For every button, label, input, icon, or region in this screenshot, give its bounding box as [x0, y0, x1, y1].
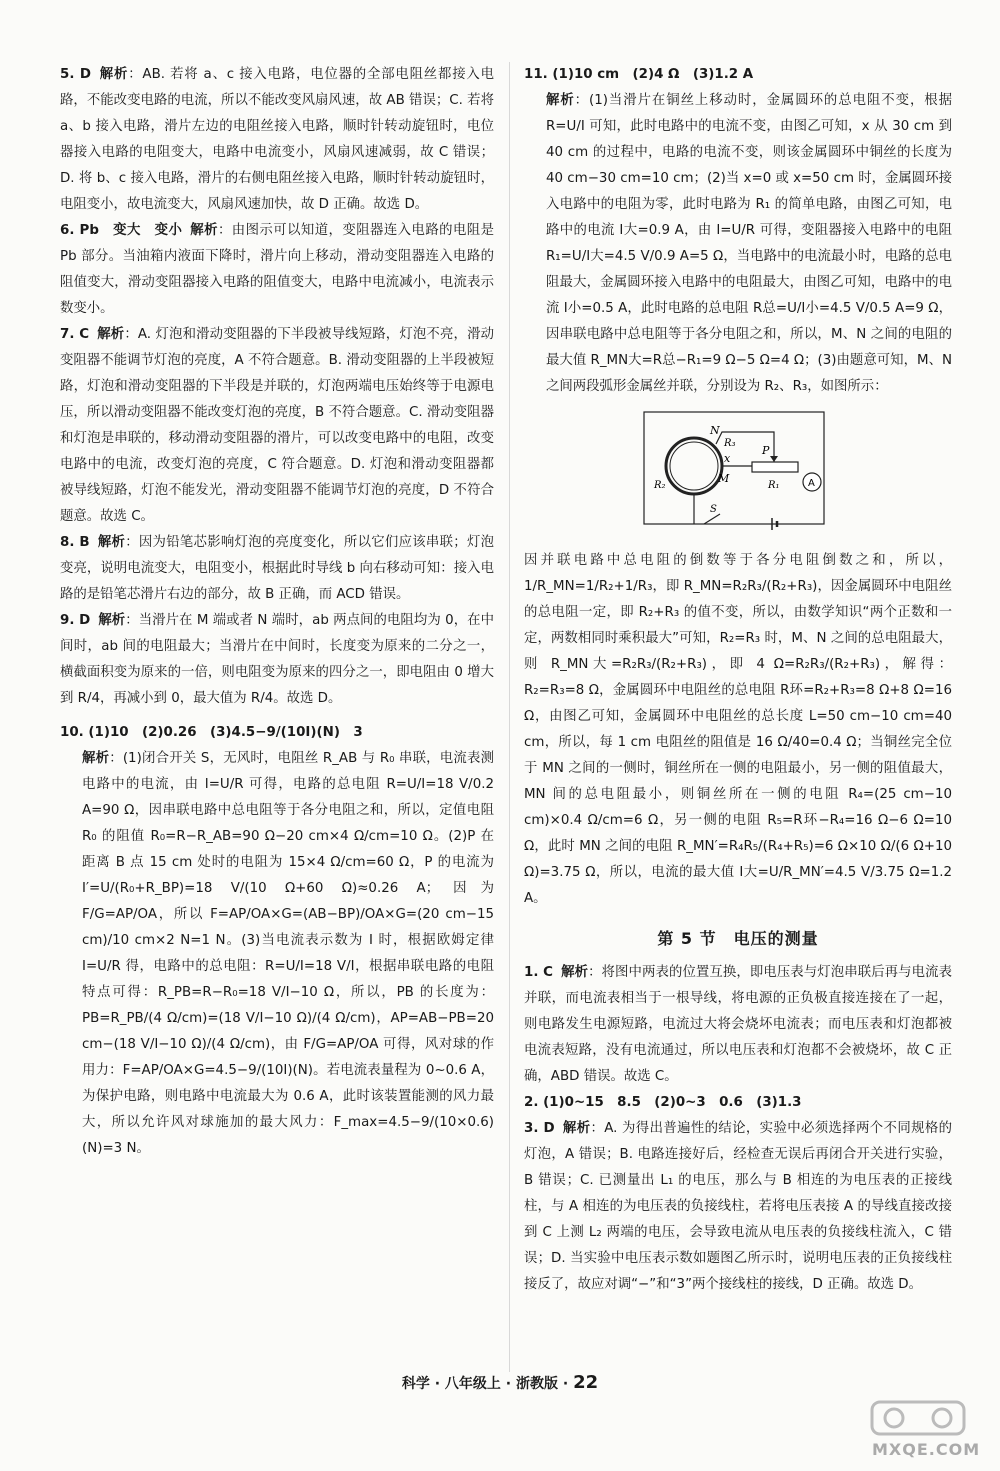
answer-11-analysis: 解析：(1)当滑片在铜丝上移动时，金属圆环的总电阻不变，根据 R=U/I 可知，此时电路中的电流不变，由图乙可知，x 从 30 cm 到 40 cm 的过程中，电路的电流不变，则该金属圆环中铜丝的长度为 40 cm−30 cm=10 cm；(2)当 x=0 或 x=50 cm 时，金属圆环接入电路中的电阻为零，此时电路为 R₁ 的简单电路，由图乙可知，电路中的电流 I大=0.9 A，由 I=U/R 可得，变阻器接入电路中的电阻 R₁=U/I大=4.5 V/0.9 A=5 Ω，当电路中的电流最小时，电路的总电阻最大，金属圆环接入电路中的电阻最大，由图乙可知，电路中的电流 I小=0.5 A，此时电路的总电阻 R总=U/I小=4.5 V/0.5 A=9 Ω，因串联电路中总电阻等于各分电阻之和，所以，M、N 之间的电阻的最大值 R_MN大=R总−R₁=9 Ω−5 Ω=4 Ω；(3)由题意可知，M、N 之间两段弧形金属丝并联，分别设为 R₂、R₃，如图所示：: [546, 93, 953, 394]
label-n: N: [710, 424, 720, 437]
section-title: 第 5 节 电压的测量: [657, 929, 819, 948]
answer-11: 11. (1)10 cm (2)4 Ω (3)1.2 A: [524, 67, 754, 82]
answer-9: 9. D 解析：当滑片在 M 端或者 N 端时，ab 两点间的电阻均为 0，在中间时，ab 间的电阻最大；当滑片在中间时，长度变为原来的二分之一，横截面积变为原来的一倍，则电阻变为原来的四分之一，即电阻由 0 增大到 R/4，再减小到 0，最大值为 R/4。故选 D。: [60, 613, 494, 706]
answer-s2: 2. (1)0~15 8.5 (2)0~3 0.6 (3)1.3: [524, 1095, 802, 1110]
answer-5: 5. D 解析：AB. 若将 a、c 接入电路，电位器的全部电阻丝都接入电路，不能改变电路的电流，所以不能改变风扇风速，故 AB 错误；C. 若将 a、b 接入电路，滑片左边的电阻丝接入电路，顺时针转动旋钮时，电位器接入电路的电阻变大，电路中电流变小，风扇风速减弱，故 C 错误；D. 将 b、c 接入电路，滑片的右侧电阻丝接入电路，顺时针转动旋钮时，电阻变小，故电流变大，风扇风速加快，故 D 正确。故选 D。: [60, 67, 494, 212]
circuit-diagram: [634, 404, 952, 544]
label-r3: R₃: [724, 438, 736, 449]
answer-8: 8. B 解析：因为铅笔芯影响灯泡的亮度变化，所以它们应该串联；灯泡变亮，说明电流变大，电阻变小，根据此时导线 b 向右移动可知：接入电路的是铅笔芯滑片右边的部分，故 B 正确，而 ACD 错误。: [60, 535, 495, 602]
answer-6: 6. Pb 变大 变小 解析：由图示可以知道，变阻器连入电路的电阻是 Pb 部分。当油箱内液面下降时，滑片向上移动，滑动变阻器连入电路的阻值变大，滑动变阻器接入电路的阻值变大，电路中电流减小，电流表示数变小。: [60, 223, 495, 316]
label-a: A: [808, 478, 815, 489]
label-m: M: [718, 472, 730, 485]
answer-s3: 3. D 解析：A. 为得出普遍性的结论，实验中必须选择两个不同规格的灯泡，A 错误；B. 电路连接好后，经检查无误后再闭合开关进行实验，B 错误；C. 已测量出 L₁ 的电压，那么与 B 相连的为电压表的正接线柱，与 A 相连的为电压表的负接线柱，若将电压表接 A 的导线直接改接到 C 上测 L₂ 两端的电压，会导致电流从电压表的负接线柱流入，C 错误；D. 当实验中电压表示数如题图乙所示时，说明电压表的正负接线柱接反了，故应对调“−”和“3”两个接线柱的接线，D 正确。故选 D。: [524, 1121, 953, 1292]
right-column: [524, 62, 952, 1298]
answer-10-analysis: 解析：(1)闭合开关 S，无风时，电阻丝 R_AB 与 R₀ 串联，电流表测电路中的电流，由 I=U/R 可得，电路的总电阻 R=U/I=18 V/0.2 A=90 Ω，因串联电路中总电阻等于各分电阻之和，所以，定值电阻 R₀ 的阻值 R₀=R−R_AB=90 Ω−20 cm×4 Ω/cm=10 Ω。(2)P 在距离 B 点 15 cm 处时的电阻为 15×4 Ω/cm=60 Ω，P 的电流为 I′=U/(R₀+R_BP)=18 V/(10 Ω+60 Ω)≈0.26 A；因为 F/G=AP/OA，所以 F=AP/OA×G=(AB−BP)/OA×G=(20 cm−15 cm)/10 cm×2 N=1 N。(3)当电流表示数为 I 时，根据欧姆定律 I=U/R 得，电路中的总电阻：R=U/I=18 V/I，根据串联电路的电阻特点可得：R_PB=R−R₀=18 V/I−10 Ω，所以，PB 的长度为：PB=R_PB/(4 Ω/cm)=(18 V/I−10 Ω)/(4 Ω/cm)，AP=AB−PB=20 cm−(18 V/I−10 Ω)/(4 Ω/cm)，由 F/G=AP/OA 可得，风对球的作用力：F=AP/OA×G=4.5−9/(10I)(N)。若电流表量程为 0~0.6 A，为保护电路，则电路中电流最大为 0.6 A，此时该装置能测的风力最大，所以允许风对球施加的最大风力：F_max=4.5−9/(10×0.6)(N)=3 N。: [82, 751, 494, 1156]
answer-s1: 1. C 解析：将图中两表的位置互换，即电压表与灯泡串联后再与电流表并联，而电流表相当于一根导线，将电源的正负极直接连接在了一起，则电路发生电源短路，电流过大将会烧坏电流表；而电压表和灯泡都被电流表短路，没有电流通过，所以电压表和灯泡都不会被烧坏，故 C 正确，ABD 错误。故选 C。: [524, 965, 953, 1084]
slider-arrow: [770, 456, 778, 462]
answer-7: 7. C 解析：A. 灯泡和滑动变阻器的下半段被导线短路，灯泡不亮，滑动变阻器不能调节灯泡的亮度，A 不符合题意。B. 滑动变阻器的上半段被短路，灯泡和滑动变阻器的下半段是并联的，灯泡两端电压始终等于电源电压，所以滑动变阻器不能改变灯泡的亮度，B 不符合题意。C. 滑动变阻器和灯泡是串联的，移动滑动变阻器的滑片，可以改变电路中的电阻，改变电路中的电流，改变灯泡的亮度，C 符合题意。D. 灯泡和滑动变阻器都被导线短路，灯泡不能发光，滑动变阻器不能调节灯泡的亮度，D 不符合题意。故选 C。: [60, 327, 495, 524]
answer-11-analysis-cont: 因并联电路中总电阻的倒数等于各分电阻倒数之和，所以，1/R_MN=1/R₂+1/R₃，即 R_MN=R₂R₃/(R₂+R₃)，因金属圆环中电阻丝的总电阻一定，即 R₂+R₃ 的值不变，所以，由数学知识“两个正数和一定，两数相同时乘积最大”可知，R₂=R₃ 时，M、N 之间的总电阻最大，则 R_MN大=R₂R₃/(R₂+R₃)，即 4 Ω=R₂R₃/(R₂+R₃)，解得：R₂=R₃=8 Ω，金属圆环中电阻丝的总电阻 R环=R₂+R₃=8 Ω+8 Ω=16 Ω，由图乙可知，金属圆环中电阻丝的总长度 L=50 cm−10 cm=40 cm，所以，每 1 cm 电阻丝的阻值是 16 Ω/40=0.4 Ω；当铜丝完全位于 MN 之间的一侧时，铜丝所在一侧的电阻最小，另一侧的阻值最大，MN 间的总电阻最小，则铜丝所在一侧的电阻 R₄=(25 cm−10 cm)×0.4 Ω/cm=6 Ω，另一侧的电阻 R₅=R环−R₄=16 Ω−6 Ω=10 Ω，此时 MN 之间的电阻 R_MN′=R₄R₅/(R₄+R₅)=6 Ω×10 Ω/(6 Ω+10 Ω)=3.75 Ω，所以，电流的最大值 I大=U/R_MN′=4.5 V/3.75 Ω=1.2 A。: [524, 553, 952, 906]
label-x: x: [724, 452, 731, 465]
metal-ring: [666, 438, 722, 494]
metal-ring-inner: [670, 442, 718, 490]
page-number: 22: [573, 1372, 599, 1393]
watermark-text: MXQE.COM: [872, 1440, 981, 1459]
resistor-r1: [752, 462, 798, 472]
switch-s: [704, 514, 720, 524]
circuit-svg: [634, 404, 834, 534]
label-r2: R₂: [654, 480, 666, 491]
column-divider: [509, 62, 510, 1372]
label-p: P: [762, 444, 770, 457]
page-footer: 科学 · 八年级上 · 浙教版 · 22: [401, 1372, 599, 1393]
label-r1: R₁: [768, 480, 780, 491]
answer-10: 10. (1)10 (2)0.26 (3)4.5−9/(10I)(N) 3: [60, 725, 363, 740]
watermark-logo: [870, 1398, 966, 1438]
label-s: S: [710, 504, 717, 515]
left-column: [60, 62, 494, 1162]
